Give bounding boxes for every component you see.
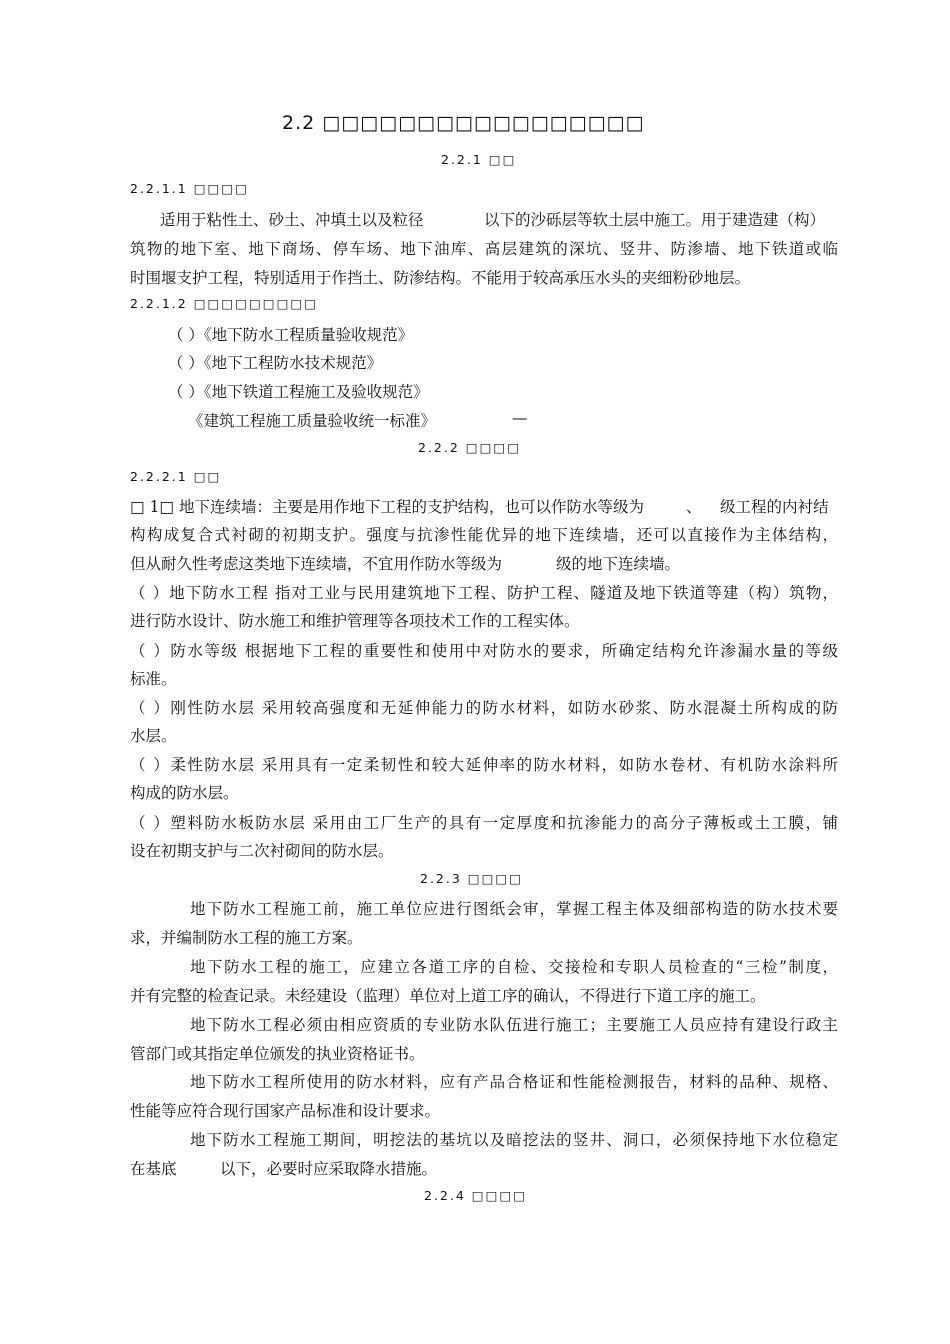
requirement-line: 地下防水工程的施工，应建立各道工序的自检、交接检和专职人员检查的“三检”制度，: [190, 958, 838, 976]
term-line: 水层。: [130, 727, 177, 745]
subsection-heading-2-2-1-1: 2.2.1.1 □□□□: [130, 181, 249, 196]
term-line: 但从耐久性考虑这类地下连续墙，不宜用作防水等级为: [130, 555, 503, 573]
requirement-line: 以下，必要时应采取降水措施。: [220, 1160, 438, 1178]
requirement-line: 并有完整的检查记录。未经建设（监理）单位对上道工序的确认，不得进行下道工序的施工。: [130, 987, 766, 1005]
paragraph-line: 以下的沙砾层等软土层中施工。用于建造建（构）: [484, 211, 826, 229]
requirement-line: 管部门或其指定单位颁发的执业资格证书。: [130, 1045, 425, 1063]
section-heading-2-2-1: 2.2.1 □□: [441, 152, 517, 167]
standard-item: （ ）《地下工程防水技术规范》: [168, 354, 383, 372]
term-line: □ 1□ 地下连续墙：主要是用作地下工程的支护结构，也可以作防水等级为: [130, 498, 645, 516]
requirement-line: 求，并编制防水工程的施工方案。: [130, 929, 363, 947]
term-line: 构构成复合式衬砌的初期支护。强度与抗渗性能优异的地下连续墙，还可以直接作为主体结构，: [130, 526, 838, 544]
term-line: （ ）塑料防水板防水层 采用由工厂生产的具有一定厚度和抗渗能力的高分子薄板或土工膜，铺: [130, 814, 838, 832]
section-heading-2-2-2: 2.2.2 □□□□: [418, 440, 522, 455]
page-title: 2.2 □□□□□□□□□□□□□□□□□: [282, 112, 645, 134]
term-line: 级工程的内衬结: [720, 498, 829, 516]
term-line: （ ）地下防水工程 指对工业与民用建筑地下工程、防护工程、隧道及地下铁道等建（构）筑物，: [130, 584, 838, 602]
term-line: 标准。: [130, 670, 177, 688]
requirement-line: 性能等应符合现行国家产品标准和设计要求。: [130, 1102, 441, 1120]
paragraph-line: 适用于粘性土、砂土、冲填土以及粒径: [160, 211, 424, 229]
section-heading-2-2-4: 2.2.4 □□□□: [424, 1188, 528, 1203]
term-line: 级的地下连续墙。: [556, 555, 681, 573]
requirement-line: 地下防水工程必须由相应资质的专业防水队伍进行施工；主要施工人员应持有建设行政主: [190, 1016, 838, 1034]
term-line: （ ）防水等级 根据地下工程的重要性和使用中对防水的要求，所确定结构允许渗漏水量的等级: [130, 642, 838, 660]
term-line: （ ）刚性防水层 采用较高强度和无延伸能力的防水材料，如防水砂浆、防水混凝土所构成的防: [130, 699, 838, 717]
paragraph-line: 时围堰支护工程，特别适用于作挡土、防渗结构。不能用于较高承压水头的夹细粉砂地层。: [130, 269, 751, 287]
term-line: 、: [686, 498, 702, 516]
standard-item: 《建筑工程施工质量验收统一标准》: [188, 412, 437, 430]
paragraph-line: 筑物的地下室、地下商场、停车场、地下油库、高层建筑的深坑、竖井、防渗墙、地下铁道或临: [130, 240, 838, 258]
requirement-line: 地下防水工程所使用的防水材料，应有产品合格证和性能检测报告，材料的品种、规格、: [190, 1073, 838, 1091]
term-line: （ ）柔性防水层 采用具有一定柔韧性和较大延伸率的防水材料，如防水卷材、有机防水涂料所: [130, 756, 838, 774]
term-line: 构成的防水层。: [130, 784, 239, 802]
section-heading-2-2-3: 2.2.3 □□□□: [420, 871, 524, 886]
term-line: 设在初期支护与二次衬砌间的防水层。: [130, 842, 394, 860]
subsection-heading-2-2-1-2: 2.2.1.2 □□□□□□□□□: [130, 296, 318, 311]
requirement-line: 地下防水工程施工前，施工单位应进行图纸会审，掌握工程主体及细部构造的防水技术要: [190, 900, 838, 918]
dash: —: [512, 409, 528, 427]
requirement-line: 在基底: [130, 1160, 177, 1178]
subsection-heading-2-2-2-1: 2.2.2.1 □□: [130, 469, 222, 484]
standard-item: （ ）《地下防水工程质量验收规范》: [168, 326, 414, 344]
term-line: 进行防水设计、防水施工和维护管理等各项技术工作的工程实体。: [130, 612, 580, 630]
standard-item: （ ）《地下铁道工程施工及验收规范》: [168, 383, 429, 401]
requirement-line: 地下防水工程施工期间，明挖法的基坑以及暗挖法的竖井、洞口，必须保持地下水位稳定: [190, 1131, 838, 1149]
